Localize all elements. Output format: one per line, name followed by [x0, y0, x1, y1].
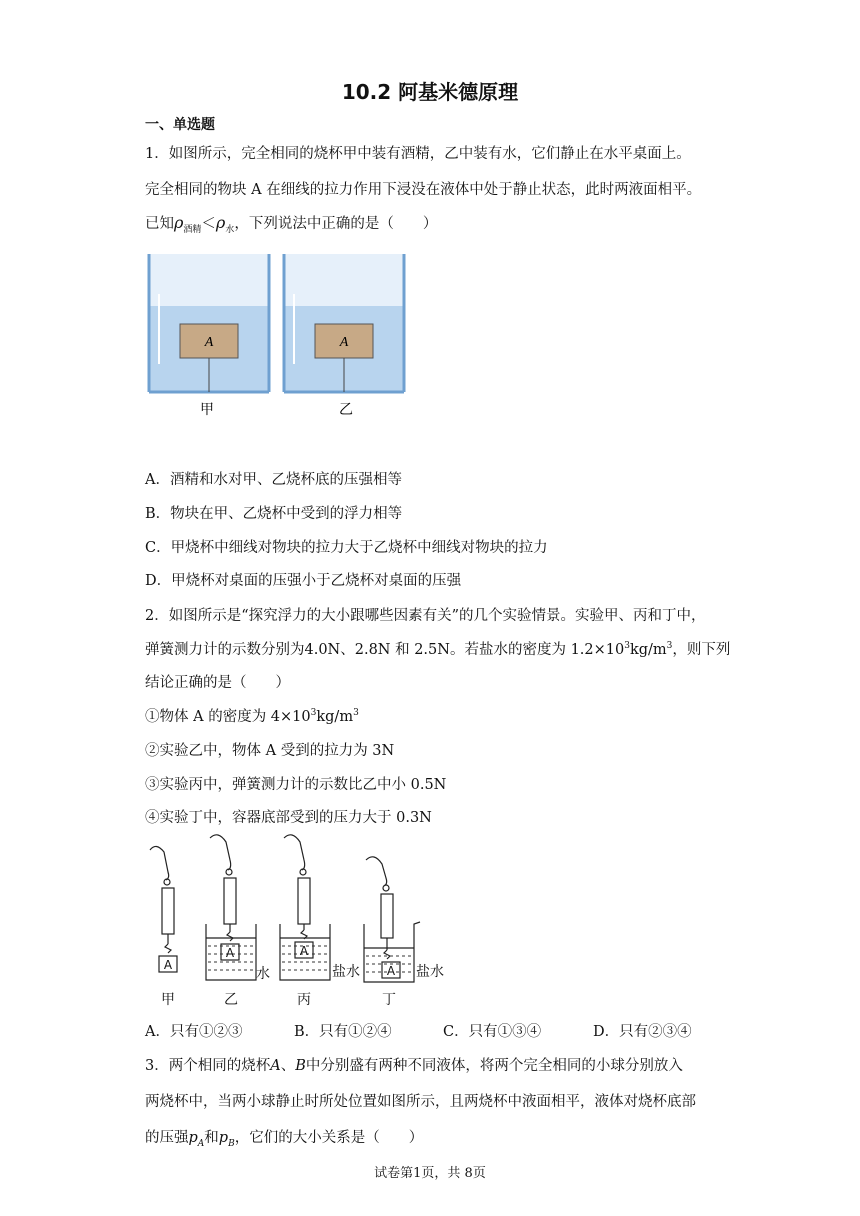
- q2-item1-mid: kg/m: [316, 709, 354, 725]
- q2-figure: [146, 832, 456, 1012]
- q2-option-a: A．只有①②③: [145, 1024, 243, 1040]
- label-jia-2: 甲: [161, 992, 175, 1008]
- page-footer: 试卷第1页，共 8页: [374, 1166, 486, 1181]
- q3-line3-post: ，它们的大小关系是（ ）: [234, 1130, 424, 1146]
- q2-option-d: D．只有②③④: [593, 1024, 692, 1040]
- q2-item4: ④实验丁中，容器底部受到的压力大于 0.3N: [145, 810, 432, 826]
- q1-line3-pre: 已知: [145, 216, 174, 232]
- q1-line2: 完全相同的物块 A 在细线的拉力作用下浸没在液体中处于静止状态，此时两液面相平。: [145, 182, 702, 198]
- setup-bing: [280, 835, 330, 980]
- q2-item1-sup2: 3: [353, 708, 359, 719]
- beaker-yi: [284, 254, 404, 392]
- q2-item1: [145, 705, 359, 726]
- q3-line1-pre: 3．两个相同的烧杯: [145, 1058, 271, 1074]
- q1-option-c: C．甲烧杯中细线对物块的拉力大于乙烧杯中细线对物块的拉力: [145, 540, 548, 556]
- rho-symbol-2: ρ: [215, 213, 226, 232]
- label-bing: 丙: [297, 992, 311, 1008]
- q1-figure: [147, 254, 409, 424]
- liquid-salt-label-2: 盐水: [416, 964, 444, 980]
- q2-line2-pre: 弹簧测力计的示数分别为4.0N、2.8N 和 2.5N。若盐水的密度为 1.2×10: [145, 642, 625, 658]
- q2-line1: 2．如图所示是“探究浮力的大小跟哪些因素有关”的几个实验情景。实验甲、丙和丁中，: [145, 608, 706, 624]
- setup-jia: [150, 846, 177, 972]
- q3-sep: 、: [280, 1058, 296, 1074]
- q2-item1-pre: ①物体 A 的密度为 4×10: [145, 709, 311, 725]
- q1-line3-post: ，下列说法中正确的是（ ）: [234, 216, 438, 232]
- pressure-pa: p: [188, 1130, 198, 1146]
- q1-line1: 1．如图所示，完全相同的烧杯甲中装有酒精，乙中装有水，它们静止在水平桌面上。: [145, 146, 691, 162]
- beaker-jia: [149, 254, 269, 392]
- q2-item2: ②实验乙中，物体 A 受到的拉力为 3N: [145, 743, 395, 759]
- q2-item3: ③实验丙中，弹簧测力计的示数比乙中小 0.5N: [145, 777, 447, 793]
- block-a-yi: A: [225, 946, 235, 960]
- q2-line2: [145, 638, 730, 659]
- block-a-jia: A: [163, 958, 173, 972]
- q1-option-a: A．酒精和水对甲、乙烧杯底的压强相等: [145, 472, 402, 488]
- page-title: 10.2 阿基米德原理: [341, 80, 519, 104]
- q2-option-b: B．只有①②④: [294, 1024, 392, 1040]
- pressure-pb-sub: B: [228, 1138, 235, 1149]
- block-a-label-right: A: [339, 335, 349, 350]
- q2-line2-post: ，则下列: [672, 642, 731, 658]
- q3-line2: 两烧杯中，当两小球静止时所处位置如图所示，且两烧杯中液面相平，液体对烧杯底部: [145, 1094, 696, 1110]
- q3-and: 和: [204, 1130, 219, 1146]
- q1-line3: [145, 212, 437, 235]
- sub-alcohol: 酒精: [183, 224, 202, 235]
- q2-line3: 结论正确的是（ ）: [145, 675, 290, 691]
- rho-symbol: ρ: [174, 213, 184, 232]
- q3-line3: [145, 1126, 423, 1149]
- block-a-bing: A: [299, 944, 309, 958]
- q2-line2-mid: kg/m: [629, 642, 667, 658]
- block-a-label-left: A: [204, 335, 214, 350]
- liquid-salt-label-1: 盐水: [332, 964, 360, 980]
- q2-sup1: 3: [624, 641, 630, 652]
- q2-option-c: C．只有①③④: [443, 1024, 542, 1040]
- label-yi: 乙: [339, 402, 353, 418]
- q2-item1-sup1: 3: [310, 708, 317, 719]
- pressure-pb: p: [218, 1130, 229, 1146]
- q1-option-d: D．甲烧杯对桌面的压强小于乙烧杯对桌面的压强: [145, 573, 462, 589]
- block-a-ding: A: [386, 964, 396, 978]
- q2-sup2: 3: [666, 641, 673, 652]
- label-yi-2: 乙: [224, 992, 238, 1008]
- liquid-water-label: 水: [256, 966, 270, 982]
- q1-option-b: B．物块在甲、乙烧杯中受到的浮力相等: [145, 506, 403, 522]
- q3-line3-pre: 的压强: [145, 1130, 189, 1146]
- label-ding: 丁: [382, 992, 396, 1008]
- label-jia: 甲: [200, 402, 214, 418]
- less-than: ＜: [201, 216, 216, 232]
- pressure-pa-sub: A: [197, 1138, 205, 1149]
- beaker-a-label: A: [270, 1058, 281, 1074]
- q3-line1: [145, 1054, 683, 1075]
- sub-water: 水: [225, 224, 235, 235]
- section-heading: 一、单选题: [145, 117, 215, 133]
- beaker-b-label: B: [295, 1058, 306, 1074]
- q3-line1-post: 中分别盛有两种不同液体，将两个完全相同的小球分别放入: [305, 1058, 683, 1074]
